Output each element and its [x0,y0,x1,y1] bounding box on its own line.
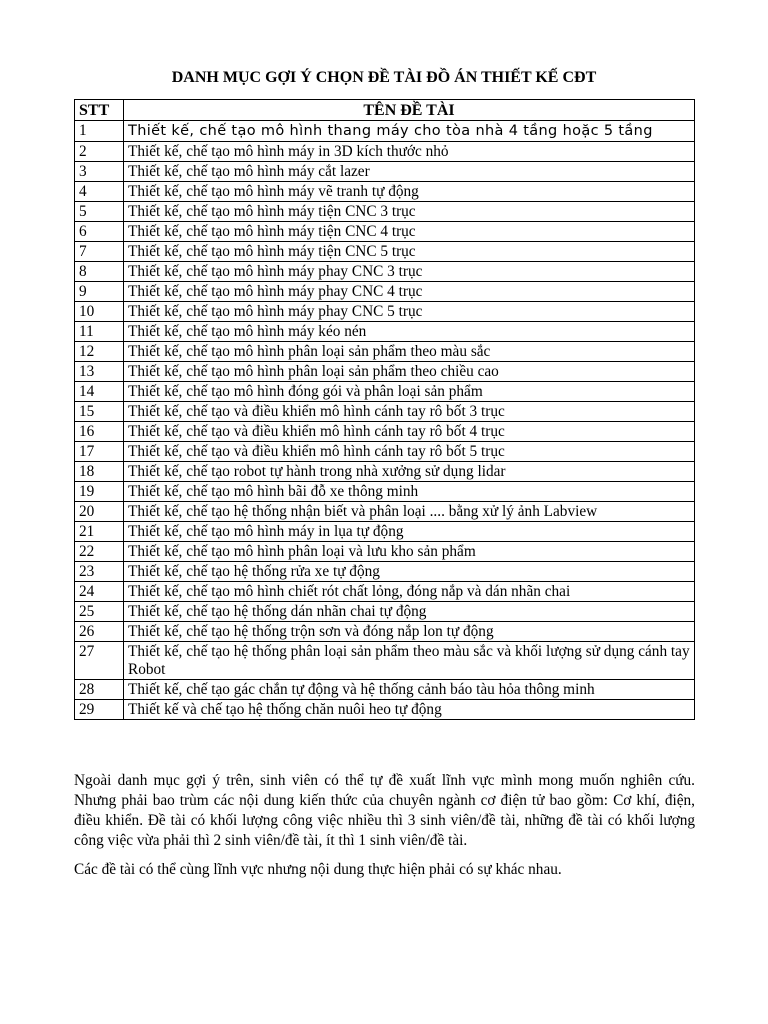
row-topic-title: Thiết kế, chế tạo và điều khiển mô hình cánh tay rô bốt 5 trục [124,442,695,462]
row-topic-title: Thiết kế, chế tạo mô hình máy vẽ tranh tự động [124,182,695,202]
table-body [75,121,695,720]
table-row [75,442,695,462]
table-row [75,542,695,562]
table-row [75,262,695,282]
row-topic-title: Thiết kế, chế tạo hệ thống nhận biết và phân loại .... bằng xử lý ảnh Labview [124,502,695,522]
row-number: 1 [75,121,124,142]
row-number: 28 [75,680,124,700]
table-row [75,242,695,262]
row-topic-title: Thiết kế, chế tạo và điều khiển mô hình cánh tay rô bốt 3 trục [124,402,695,422]
table-row [75,680,695,700]
table-row [75,342,695,362]
table-row [75,162,695,182]
row-topic-title: Thiết kế, chế tạo mô hình máy tiện CNC 5 trục [124,242,695,262]
row-number: 11 [75,322,124,342]
row-topic-title: Thiết kế, chế tạo mô hình máy tiện CNC 4 trục [124,222,695,242]
header-title: TÊN ĐỀ TÀI [124,100,695,121]
row-number: 22 [75,542,124,562]
row-topic-title: Thiết kế, chế tạo mô hình bãi đỗ xe thông minh [124,482,695,502]
row-number: 3 [75,162,124,182]
table-row [75,582,695,602]
row-topic-title: Thiết kế, chế tạo mô hình thang máy cho tòa nhà 4 tầng hoặc 5 tầng [124,121,695,142]
row-number: 9 [75,282,124,302]
table-row [75,362,695,382]
row-number: 13 [75,362,124,382]
table-row [75,562,695,582]
table-row [75,522,695,542]
row-number: 18 [75,462,124,482]
row-topic-title: Thiết kế, chế tạo mô hình máy tiện CNC 3 trục [124,202,695,222]
table-row [75,322,695,342]
row-topic-title: Thiết kế, chế tạo hệ thống trộn sơn và đóng nắp lon tự động [124,622,695,642]
row-number: 7 [75,242,124,262]
table-row [75,222,695,242]
row-topic-title: Thiết kế, chế tạo hệ thống dán nhãn chai tự động [124,602,695,622]
row-topic-title: Thiết kế, chế tạo mô hình phân loại và lưu kho sản phẩm [124,542,695,562]
table-row [75,462,695,482]
row-number: 23 [75,562,124,582]
row-topic-title: Thiết kế, chế tạo mô hình máy phay CNC 3 trục [124,262,695,282]
row-number: 4 [75,182,124,202]
table-row [75,502,695,522]
table-row [75,602,695,622]
row-topic-title: Thiết kế, chế tạo và điều khiển mô hình cánh tay rô bốt 4 trục [124,422,695,442]
table-header-row [75,100,695,121]
document-title: DANH MỤC GỢI Ý CHỌN ĐỀ TÀI ĐỒ ÁN THIẾT KẾ CĐT [171,69,597,86]
table-row [75,302,695,322]
row-topic-title: Thiết kế và chế tạo hệ thống chăn nuôi heo tự động [124,700,695,720]
row-number: 19 [75,482,124,502]
row-topic-title: Thiết kế, chế tạo mô hình máy phay CNC 5 trục [124,302,695,322]
row-topic-title: Thiết kế, chế tạo hệ thống rửa xe tự động [124,562,695,582]
row-number: 20 [75,502,124,522]
row-topic-title: Thiết kế, chế tạo gác chắn tự động và hệ thống cảnh báo tàu hỏa thông minh [124,680,695,700]
row-topic-title: Thiết kế, chế tạo mô hình máy in 3D kích thước nhỏ [124,142,695,162]
table-row [75,422,695,442]
row-topic-title: Thiết kế, chế tạo mô hình máy kéo nén [124,322,695,342]
row-topic-title: Thiết kế, chế tạo mô hình máy cắt lazer [124,162,695,182]
table-row [75,142,695,162]
row-topic-title: Thiết kế, chế tạo mô hình đóng gói và phân loại sản phẩm [124,382,695,402]
table-row [75,282,695,302]
row-number: 29 [75,700,124,720]
topic-table [74,99,695,720]
table-row [75,402,695,422]
row-topic-title: Thiết kế, chế tạo mô hình chiết rót chất lỏng, đóng nắp và dán nhãn chai [124,582,695,602]
table-row [75,622,695,642]
row-number: 12 [75,342,124,362]
row-number: 26 [75,622,124,642]
table-row [75,121,695,142]
row-number: 6 [75,222,124,242]
table-row [75,700,695,720]
row-topic-title: Thiết kế, chế tạo mô hình máy phay CNC 4 trục [124,282,695,302]
row-topic-title: Thiết kế, chế tạo mô hình phân loại sản phẩm theo màu sắc [124,342,695,362]
row-number: 2 [75,142,124,162]
row-number: 14 [75,382,124,402]
row-topic-title: Thiết kế, chế tạo mô hình máy in lụa tự động [124,522,695,542]
row-topic-title: Thiết kế, chế tạo robot tự hành trong nhà xưởng sử dụng lidar [124,462,695,482]
row-number: 24 [75,582,124,602]
table-row [75,182,695,202]
row-number: 21 [75,522,124,542]
table-row [75,202,695,222]
row-topic-title: Thiết kế, chế tạo hệ thống phân loại sản phẩm theo màu sắc và khối lượng sử dụng cánh tay Robot [124,642,695,680]
table-row [75,382,695,402]
row-number: 15 [75,402,124,422]
row-number: 27 [75,642,124,680]
row-number: 10 [75,302,124,322]
note-paragraph-2: Các đề tài có thể cùng lĩnh vực nhưng nội dung thực hiện phải có sự khác nhau. [74,861,562,878]
row-number: 16 [75,422,124,442]
row-topic-title: Thiết kế, chế tạo mô hình phân loại sản phẩm theo chiều cao [124,362,695,382]
note-paragraph-1: Ngoài danh mục gợi ý trên, sinh viên có thể tự đề xuất lĩnh vực mình mong muốn nghiên cứu. Nhưng phải bao trùm các nội dung kiến thức của chuyên ngành cơ điện tử bao gồm: Cơ khí, điện, điều khiển. Đề tài có khối lượng công việc nhiều thì 3 sinh viên/đề tài, những đề tài có khối lượng công việc vừa phải thì 2 sinh viên/đề tài, ít thì 1 sinh viên/đề tài. [74,772,695,849]
table-row [75,642,695,680]
row-number: 8 [75,262,124,282]
row-number: 5 [75,202,124,222]
row-number: 17 [75,442,124,462]
header-stt: STT [75,100,124,121]
table-row [75,482,695,502]
row-number: 25 [75,602,124,622]
